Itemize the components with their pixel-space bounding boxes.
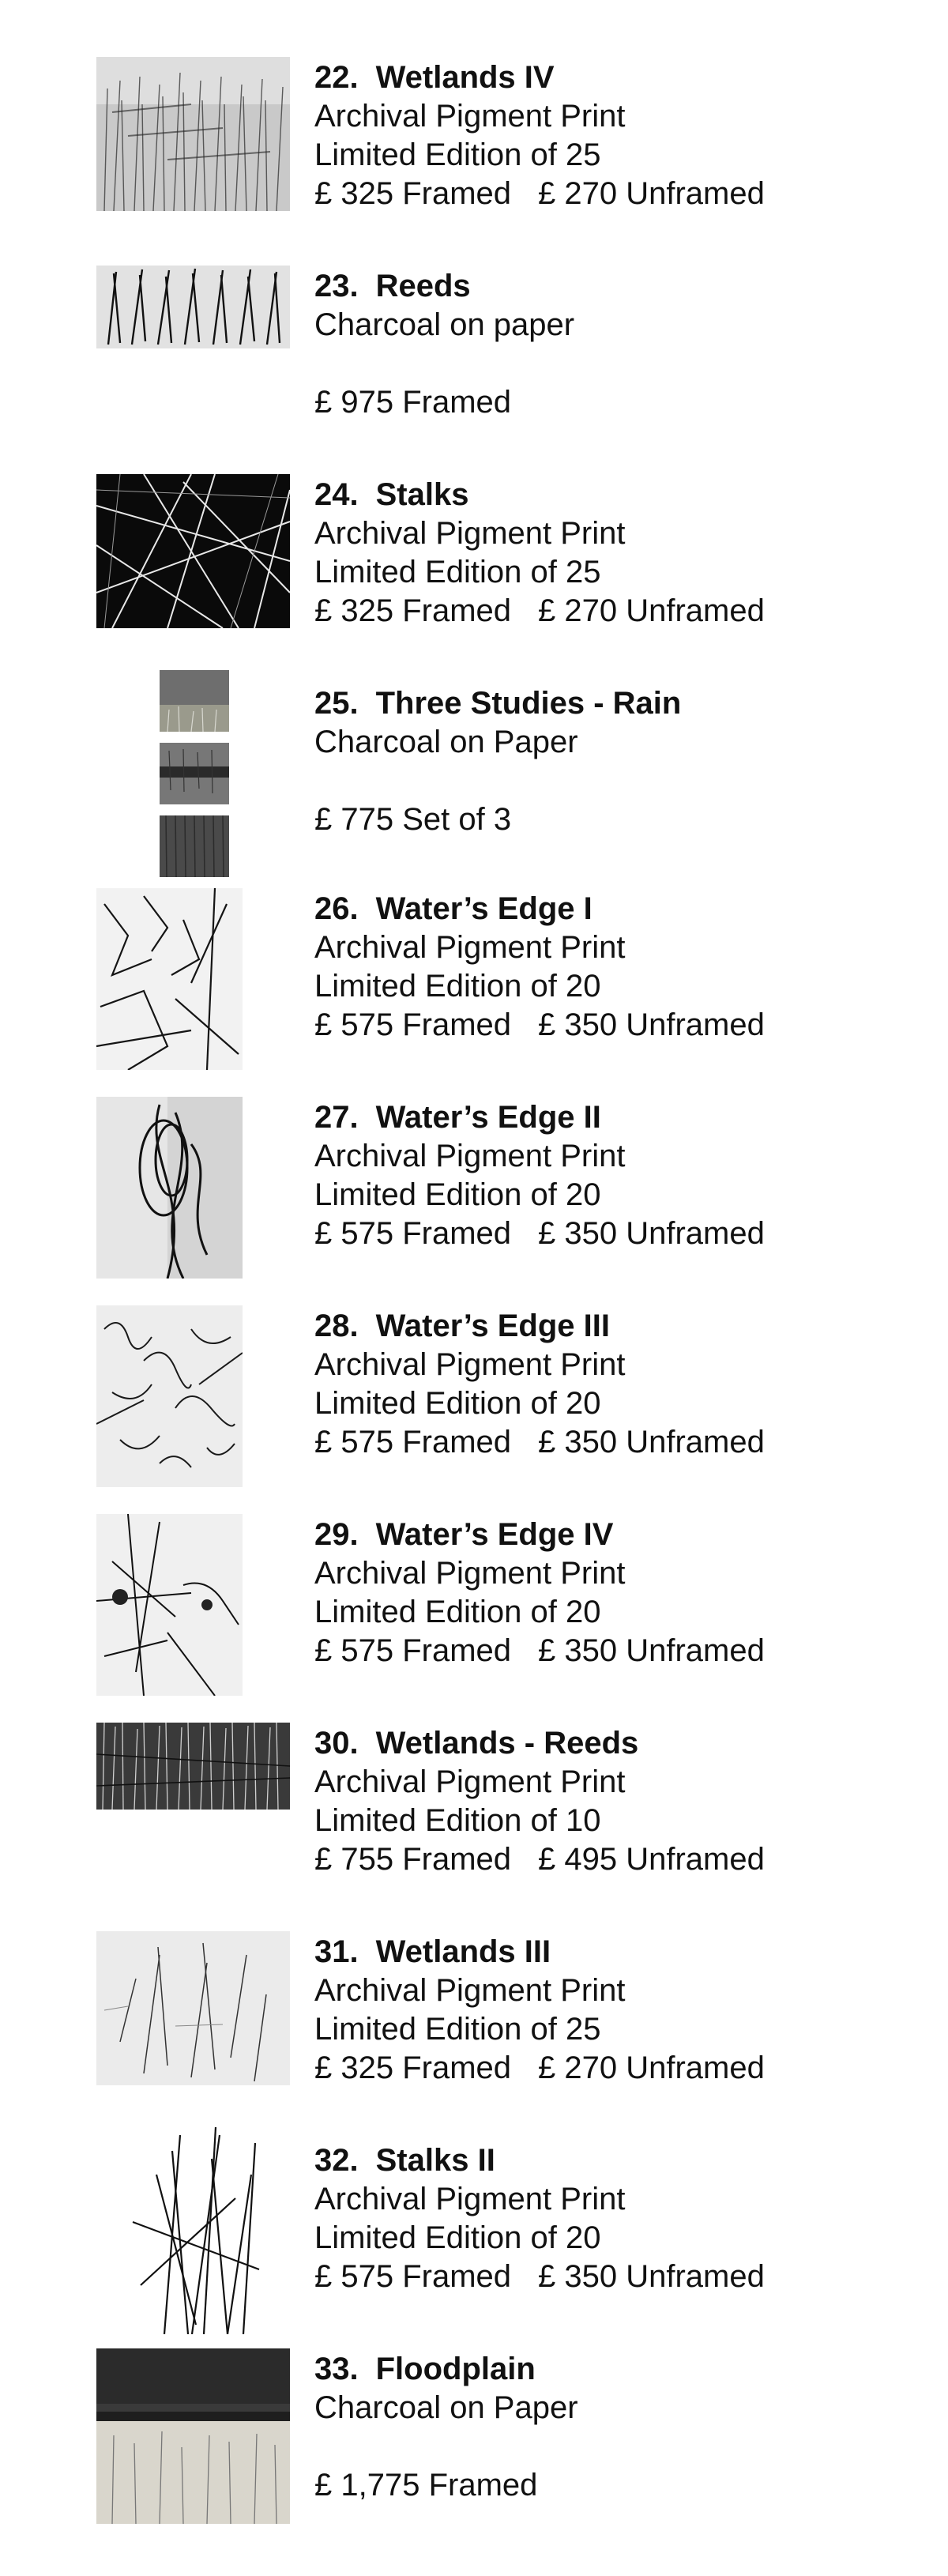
spacer <box>314 2427 931 2466</box>
artwork-name: Wetlands III <box>375 1934 551 1969</box>
artwork-medium: Archival Pigment Print <box>314 1139 626 1173</box>
price-framed: £ 325 Framed <box>314 2051 512 2085</box>
artwork-thumbnail-reeds[interactable] <box>96 266 290 348</box>
artwork-price <box>314 1006 931 1045</box>
price-unframed: £ 350 Unframed <box>538 1633 765 1668</box>
artwork-number: 30. <box>314 1726 359 1761</box>
artwork-thumbnail-wetlands-iii[interactable] <box>96 1931 290 2085</box>
artwork-number: 24. <box>314 477 359 512</box>
artwork-info <box>314 1724 931 1879</box>
artwork-price <box>314 1423 931 1462</box>
price-unframed: £ 270 Unframed <box>538 2051 765 2085</box>
artwork-price <box>314 592 931 631</box>
price-unframed: £ 350 Unframed <box>538 1007 765 1042</box>
price-framed: £ 575 Framed <box>314 1216 512 1251</box>
artwork-info <box>314 1516 931 1670</box>
artwork-medium: Archival Pigment Print <box>314 516 626 551</box>
artwork-edition: Limited Edition of 20 <box>314 1177 601 1212</box>
artwork-name: Three Studies - Rain <box>375 686 682 721</box>
artwork-title <box>314 267 931 306</box>
artwork-name: Floodplain <box>375 2352 536 2386</box>
artwork-medium: Charcoal on Paper <box>314 725 578 759</box>
artwork-edition: Limited Edition of 25 <box>314 137 601 172</box>
artwork-name: Wetlands IV <box>375 60 555 95</box>
artwork-price <box>314 1632 931 1670</box>
price-unframed: £ 270 Unframed <box>538 176 765 211</box>
artwork-medium: Archival Pigment Print <box>314 1764 626 1799</box>
artwork-number: 32. <box>314 2143 359 2178</box>
artwork-info <box>314 1933 931 2088</box>
artwork-thumbnail-wetlands-reeds[interactable] <box>96 1723 290 1810</box>
artwork-info <box>314 2350 931 2505</box>
artwork-number: 27. <box>314 1100 359 1135</box>
artwork-thumbnail-floodplain[interactable] <box>96 2348 290 2524</box>
artwork-medium: Archival Pigment Print <box>314 930 626 965</box>
artwork-medium: Archival Pigment Print <box>314 1347 626 1382</box>
artwork-edition: Limited Edition of 25 <box>314 555 601 589</box>
price-unframed: £ 350 Unframed <box>538 1216 765 1251</box>
artwork-number: 29. <box>314 1517 359 1552</box>
price-set: £ 775 Set of 3 <box>314 802 512 837</box>
artwork-number: 26. <box>314 891 359 926</box>
artwork-info <box>314 684 931 839</box>
price-framed: £ 755 Framed <box>314 1842 512 1877</box>
artwork-number: 22. <box>314 60 359 95</box>
artwork-thumbnail-rain-study-1[interactable] <box>160 670 229 732</box>
artwork-title <box>314 684 931 723</box>
artwork-medium: Charcoal on Paper <box>314 2390 578 2425</box>
artwork-medium: Archival Pigment Print <box>314 99 626 134</box>
price-framed: £ 1,775 Framed <box>314 2468 538 2503</box>
price-framed: £ 575 Framed <box>314 1425 512 1459</box>
artwork-title <box>314 2141 931 2180</box>
artwork-medium: Archival Pigment Print <box>314 1556 626 1591</box>
price-unframed: £ 270 Unframed <box>538 593 765 628</box>
artwork-price <box>314 1215 931 1253</box>
artwork-price <box>314 2258 931 2296</box>
spacer <box>314 345 931 383</box>
artwork-title <box>314 1098 931 1137</box>
artwork-title <box>314 1307 931 1346</box>
artwork-title <box>314 1516 931 1554</box>
artwork-name: Wetlands - Reeds <box>375 1726 639 1761</box>
artwork-title <box>314 1724 931 1763</box>
artwork-edition: Limited Edition of 25 <box>314 2012 601 2047</box>
artwork-thumbnail-stalks[interactable] <box>96 474 290 628</box>
artwork-thumbnail-rain-study-3[interactable] <box>160 815 229 877</box>
artwork-price <box>314 383 931 422</box>
artwork-title <box>314 890 931 928</box>
artwork-info <box>314 1307 931 1462</box>
artwork-title <box>314 58 931 97</box>
artwork-title <box>314 2350 931 2389</box>
artwork-thumbnail-waters-edge-iii[interactable] <box>96 1305 243 1487</box>
artwork-thumbnail-waters-edge-i[interactable] <box>96 888 243 1070</box>
price-framed: £ 575 Framed <box>314 2259 512 2294</box>
artwork-price <box>314 800 931 839</box>
artwork-thumbnail-waters-edge-ii[interactable] <box>96 1097 243 1279</box>
artwork-info <box>314 267 931 422</box>
price-framed: £ 575 Framed <box>314 1007 512 1042</box>
artwork-title <box>314 476 931 514</box>
artwork-name: Water’s Edge II <box>375 1100 601 1135</box>
artwork-name: Water’s Edge III <box>375 1309 610 1343</box>
artwork-thumbnail-wetlands-iv[interactable] <box>96 57 290 211</box>
price-framed: £ 975 Framed <box>314 385 512 420</box>
price-unframed: £ 350 Unframed <box>538 1425 765 1459</box>
artwork-thumbnail-waters-edge-iv[interactable] <box>96 1514 243 1696</box>
artwork-number: 23. <box>314 269 359 303</box>
artwork-title <box>314 1933 931 1972</box>
price-unframed: £ 495 Unframed <box>538 1842 765 1877</box>
artwork-medium: Archival Pigment Print <box>314 2182 626 2216</box>
artwork-thumbnail-rain-study-2[interactable] <box>160 743 229 804</box>
artwork-number: 28. <box>314 1309 359 1343</box>
price-framed: £ 325 Framed <box>314 176 512 211</box>
artwork-price <box>314 2466 931 2505</box>
artwork-medium: Archival Pigment Print <box>314 1973 626 2008</box>
artwork-name: Water’s Edge I <box>375 891 592 926</box>
artwork-name: Stalks <box>375 477 469 512</box>
artwork-edition: Limited Edition of 10 <box>314 1803 601 1838</box>
artwork-edition: Limited Edition of 20 <box>314 1595 601 1629</box>
artwork-price <box>314 2049 931 2088</box>
artwork-number: 33. <box>314 2352 359 2386</box>
artwork-price <box>314 1840 931 1879</box>
artwork-edition: Limited Edition of 20 <box>314 2220 601 2255</box>
artwork-info <box>314 58 931 213</box>
artwork-info <box>314 2141 931 2296</box>
artwork-name: Water’s Edge IV <box>375 1517 614 1552</box>
price-framed: £ 325 Framed <box>314 593 512 628</box>
spacer <box>314 762 931 800</box>
artwork-price <box>314 175 931 213</box>
artwork-thumbnail-stalks-ii[interactable] <box>117 2127 267 2334</box>
artwork-edition: Limited Edition of 20 <box>314 1386 601 1421</box>
artwork-number: 25. <box>314 686 359 721</box>
artwork-info <box>314 890 931 1045</box>
artwork-name: Stalks II <box>375 2143 495 2178</box>
price-unframed: £ 350 Unframed <box>538 2259 765 2294</box>
artwork-medium: Charcoal on paper <box>314 307 575 342</box>
artwork-info <box>314 476 931 631</box>
artwork-info <box>314 1098 931 1253</box>
artwork-edition: Limited Edition of 20 <box>314 969 601 1004</box>
artwork-name: Reeds <box>375 269 471 303</box>
price-framed: £ 575 Framed <box>314 1633 512 1668</box>
artwork-number: 31. <box>314 1934 359 1969</box>
